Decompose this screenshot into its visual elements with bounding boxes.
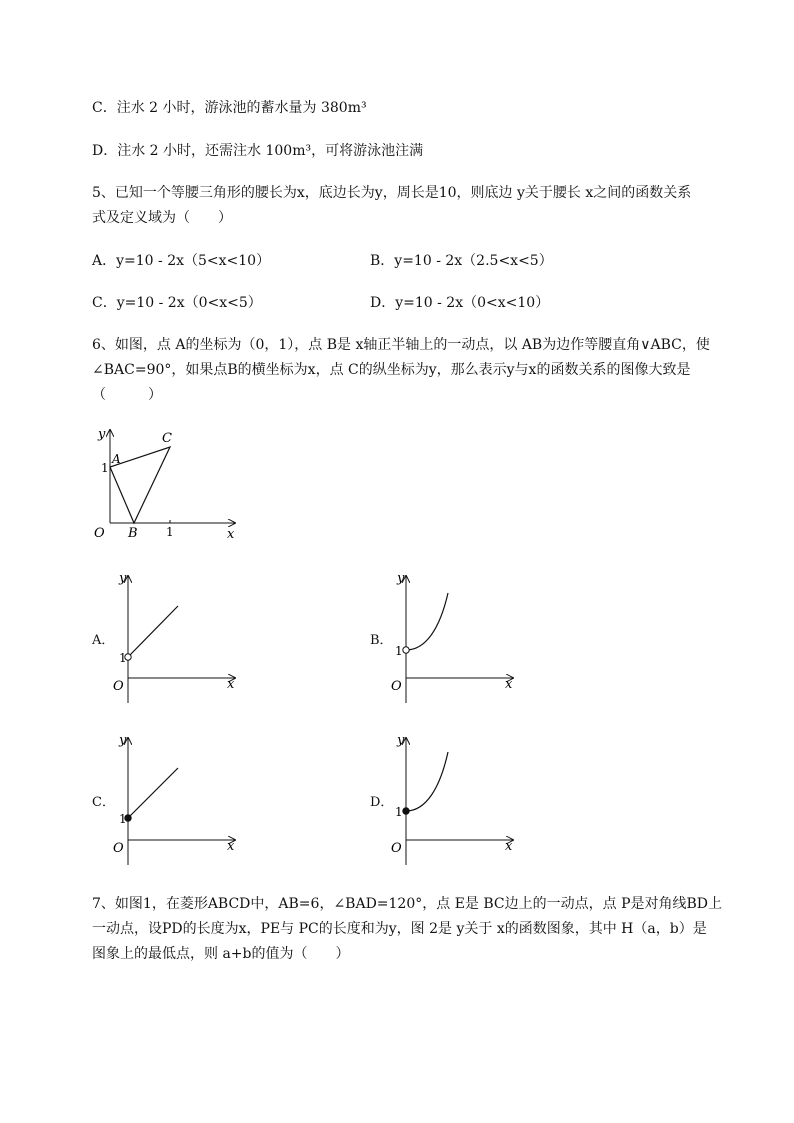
q5-option-d: D．y=10 - 2x（0<x<10） [370,295,550,311]
svg-text:1: 1 [119,812,127,826]
svg-text:O: O [391,841,402,856]
q6-option-d-graph [388,730,518,870]
fig-tick-x: 1 [166,525,174,539]
q5-option-a: A．y=10 - 2x（5<x<10） [92,253,271,269]
q6-option-b-label: B． [370,633,393,648]
open-point [403,647,409,653]
fig-point-c: C [162,431,172,446]
svg-text:1: 1 [395,805,403,819]
fig-x-label: x [227,527,235,542]
q6-option-c-graph [110,730,240,870]
svg-text:x: x [505,677,513,692]
svg-text:O: O [113,679,124,694]
q6-option-a-graph [110,568,240,708]
curve [406,593,448,650]
svg-text:x: x [505,839,513,854]
svg-text:O: O [113,841,124,856]
line-segment [128,606,178,657]
q6-stem-line3: （ ） [92,387,162,403]
q5-option-b: B．y=10 - 2x（2.5<x<5） [370,253,553,269]
q5-stem-line1: 5、已知一个等腰三角形的腰长为x，底边长为y，周长是10，则底边 y关于腰长 x之间的函数关系 [92,185,692,201]
svg-text:y: y [397,733,405,748]
q6-option-b-graph [388,568,518,708]
svg-text:O: O [391,679,402,694]
q6-option-d-label: D． [370,795,394,810]
q7-stem-line3: 图象上的最低点，则 a+b的值为（ ） [92,946,350,962]
fig-point-a: A [112,452,121,466]
q6-stem-line2: ∠BAC=90°，如果点B的横坐标为x，点 C的纵坐标为y，那么表示y与x的函数关系的图像大致是 [92,362,691,378]
svg-text:y: y [119,571,127,586]
curve [406,752,448,811]
line-segment [128,768,178,818]
q5-option-c: C．y=10 - 2x（0<x<5） [92,295,262,311]
svg-text:x: x [227,677,235,692]
svg-text:y: y [119,733,127,748]
svg-text:y: y [397,571,405,586]
q6-option-c-label: C． [92,795,115,810]
q5-stem-line2: 式及定义域为（ ） [92,210,232,226]
fig-y-label: y [98,427,106,442]
q7-stem-line2: 一动点，设PD的长度为x，PE与 PC的长度和为y，图 2是 y关于 x的函数图象，其中 H（a，b）是 [92,921,707,937]
q6-stem-line1: 6、如图，点 A的坐标为（0，1），点 B是 x轴正半轴上的一动点，以 AB为边作等腰直角∨ABC，使 [92,337,710,353]
svg-text:1: 1 [119,651,127,665]
q6-option-a-label: A． [92,633,115,648]
svg-text:1: 1 [395,644,403,658]
fig-origin-label: O [94,526,105,541]
q6-figure [90,420,250,550]
q4-option-d: D．注水 2 小时，还需注水 100m³，可将游泳池注满 [92,143,424,159]
fig-point-b: B [128,526,138,541]
solid-point [403,808,409,814]
fig-tick-y: 1 [101,461,109,475]
q4-option-c: C．注水 2 小时，游泳池的蓄水量为 380m³ [92,100,367,116]
svg-text:x: x [227,839,235,854]
q7-stem-line1: 7、如图1，在菱形ABCD中，AB=6，∠BAD=120°，点 E是 BC边上的一动点，点 P是对角线BD上 [92,896,723,912]
